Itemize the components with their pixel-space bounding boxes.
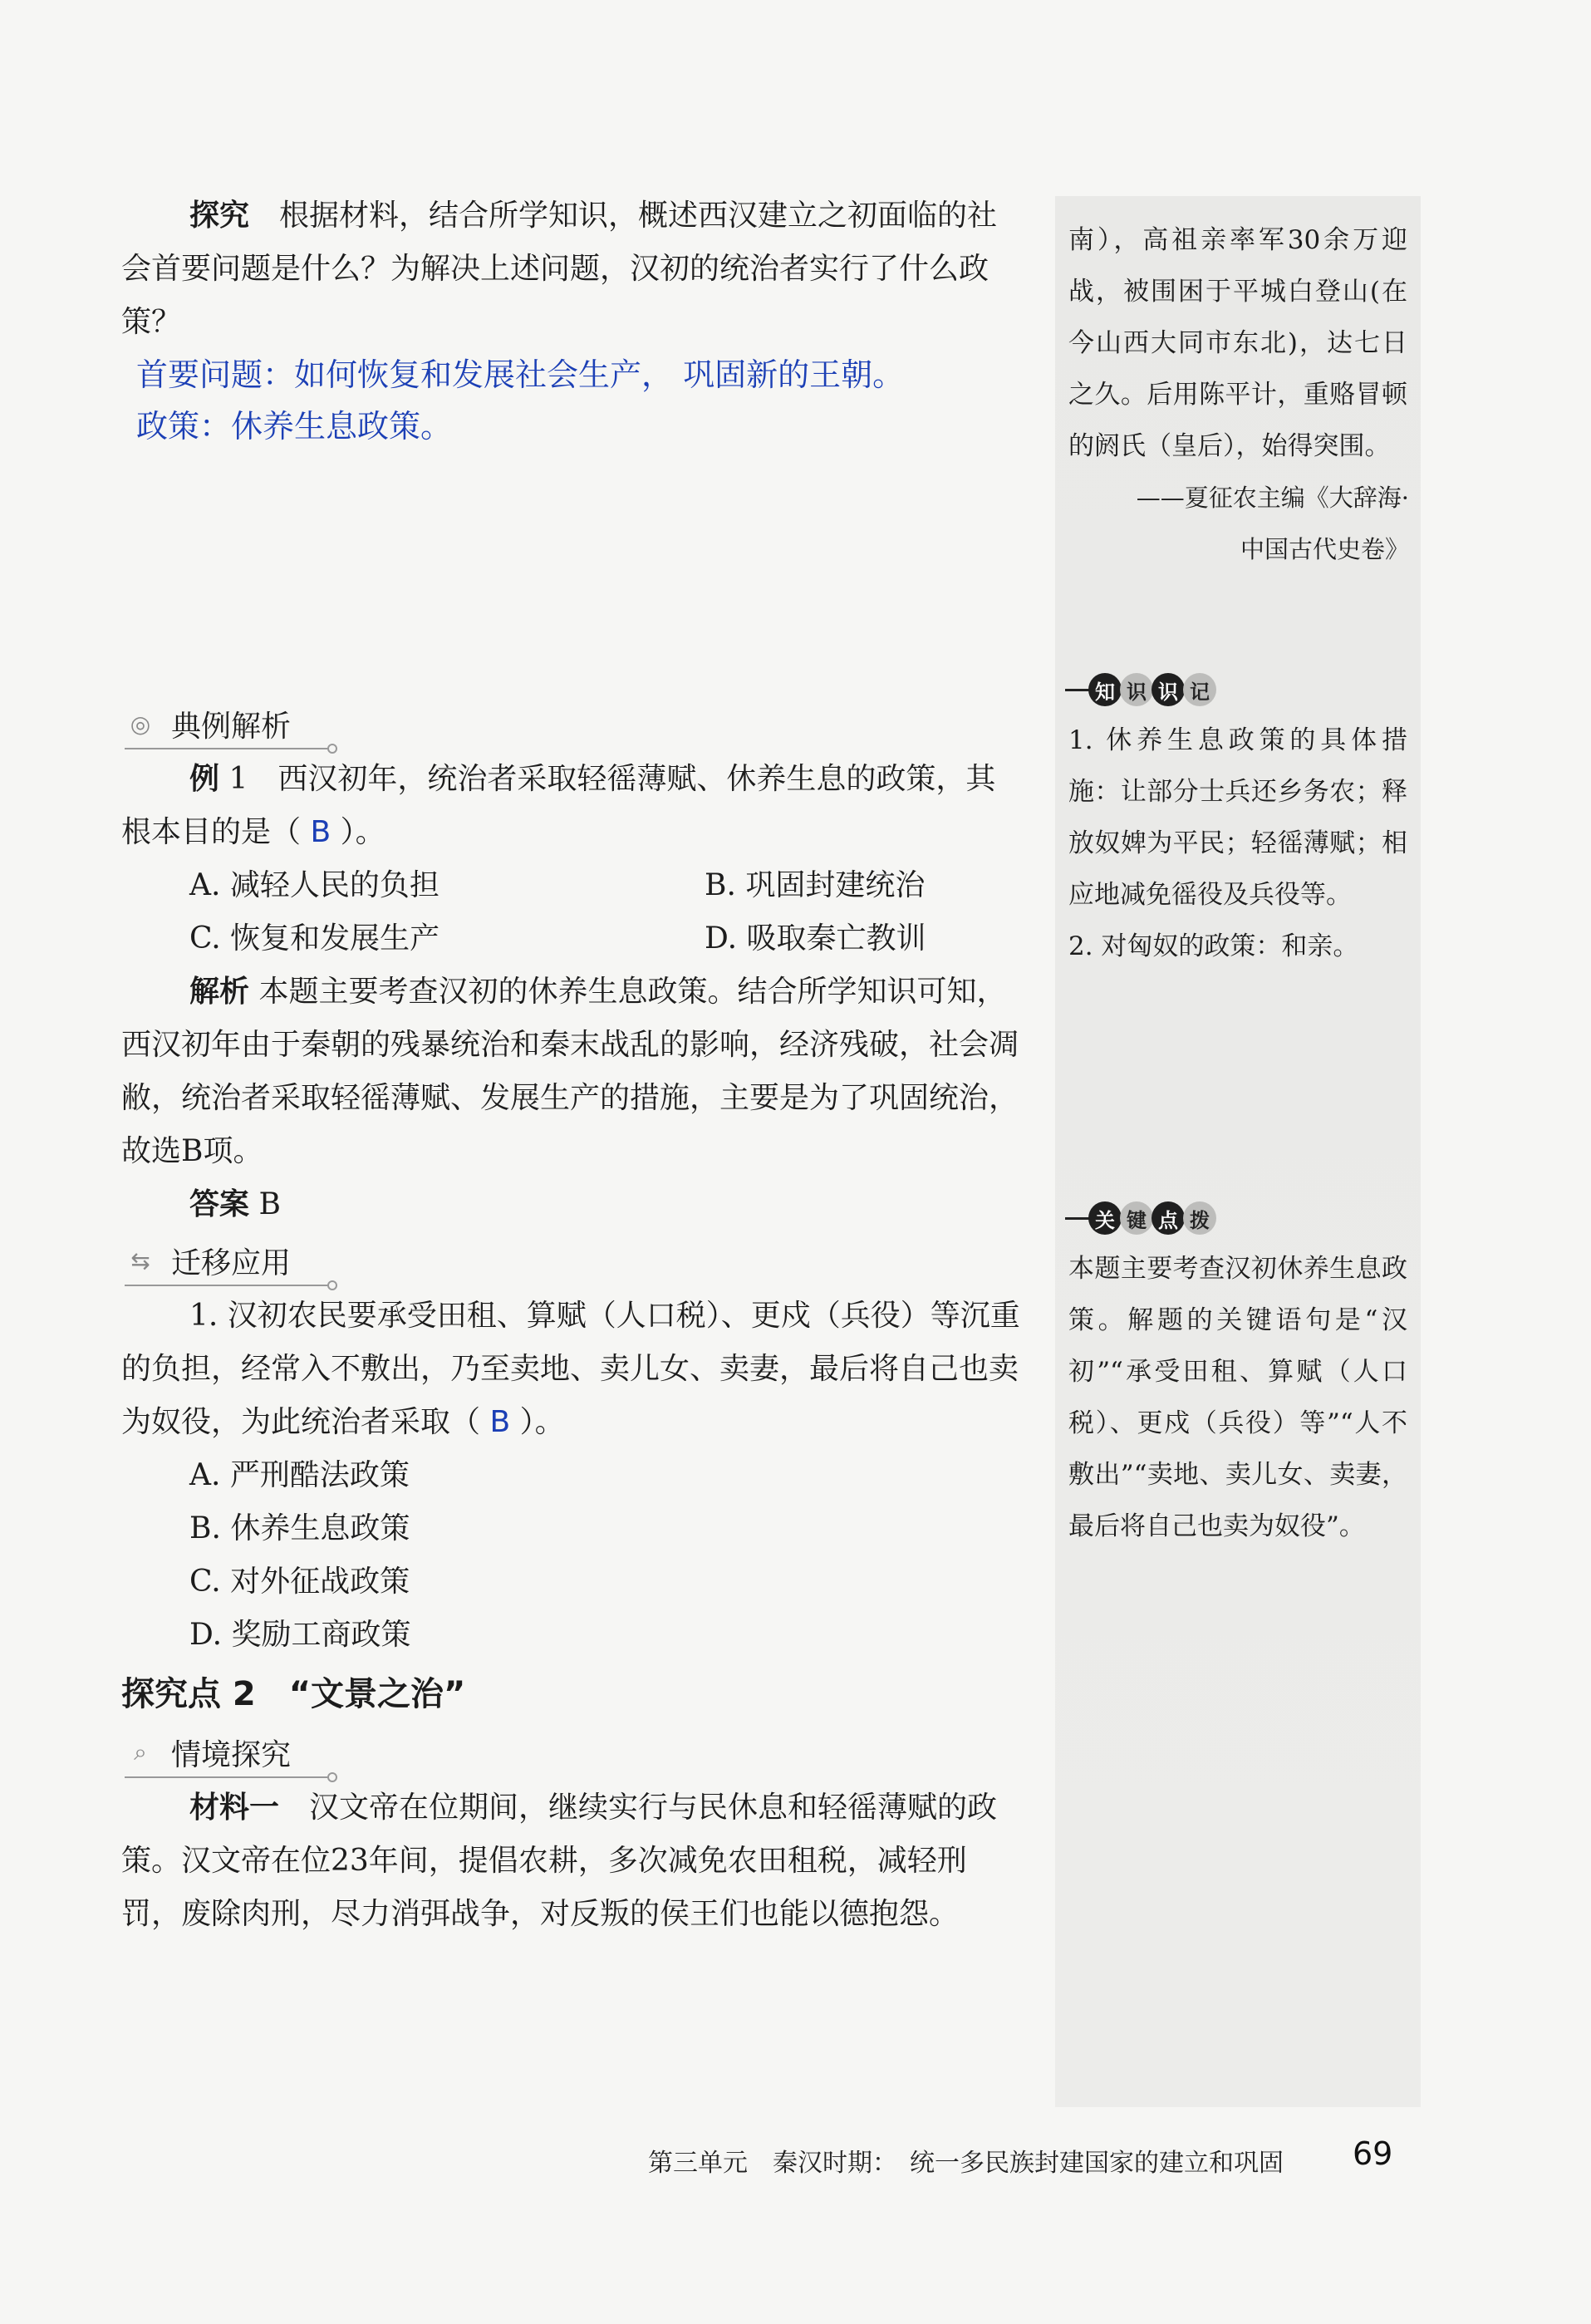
- sidebar: [1055, 196, 1421, 2107]
- handwritten-answer-2: 政策：休养生息政策。: [136, 408, 453, 445]
- footer-unit-title: 第三单元 秦汉时期： 统一多民族封建国家的建立和巩固: [648, 2149, 1284, 2178]
- example-analysis: [121, 965, 1023, 1178]
- key-tip-tag: [1065, 1193, 1421, 1243]
- material-1: [121, 1781, 1023, 1941]
- example-options: [121, 859, 1023, 965]
- knowledge-tag-char-3: 识: [1152, 673, 1185, 706]
- transfer-stem-a: 1. 汉初农民要承受田租、算赋（人口税）、更戍（兵役）等沉重的负担，经常入不敷出，乃至卖地、卖儿女、卖妻，最后将自己也卖为奴役，为此统治者采取（: [121, 1299, 1020, 1439]
- knowledge-tag-char-2: 识: [1120, 673, 1153, 706]
- knowledge-point-1: 1. 休养生息政策的具体措施：让部分士兵还乡务农；释放奴婢为平民；轻徭薄赋；相应地减免徭役及兵役等。: [1068, 725, 1407, 910]
- analysis-text: 本题主要考查汉初的休养生息政策。结合所学知识可知，西汉初年由于秦朝的残暴统治和秦末战乱的影响，经济残破，社会凋敝，统治者采取轻徭薄赋、发展生产的措施，主要是为了巩固统治，故选B项。: [121, 975, 1019, 1168]
- transfer-stem: [121, 1290, 1023, 1449]
- page-number: 69: [1353, 2135, 1393, 2172]
- explore-question: [121, 189, 1023, 349]
- target-icon: ◎: [130, 710, 151, 738]
- key-tag-char-1: 关: [1088, 1201, 1122, 1235]
- transfer-option-d: D. 奖励工商政策: [189, 1618, 411, 1652]
- handwritten-answer-1: 首要问题：如何恢复和发展社会生产， 巩固新的王朝。: [136, 356, 905, 393]
- topic-2-title: 探究点 2 “文景之治”: [121, 1675, 466, 1713]
- example-answer: [121, 1178, 1023, 1231]
- material-1-label: 材料一: [189, 1791, 280, 1825]
- key-tip-text: 本题主要考查汉初休养生息政策。解题的关键语句是“汉初”“承受田租、算赋（人口税）、更戍（兵役）等”“人不敷出”“卖地、卖儿女、卖妻，最后将自己也卖为奴役”。: [1068, 1254, 1407, 1541]
- example-option-a: A. 减轻人民的负担: [189, 868, 439, 902]
- swap-arrows-icon: ⇆: [130, 1246, 150, 1275]
- example-stem-b: ）。: [340, 815, 385, 849]
- knowledge-tag-char-1: 知: [1088, 673, 1122, 706]
- example-option-c: C. 恢复和发展生产: [189, 921, 440, 956]
- situation-heading-text: 情境探究: [171, 1737, 292, 1772]
- key-tag-char-4: 拨: [1183, 1201, 1216, 1235]
- example-option-b: B. 巩固封建统治: [705, 868, 926, 902]
- knowledge-tag-char-4: 记: [1183, 673, 1216, 706]
- example-heading: [121, 695, 1023, 753]
- example-heading-text: 典例解析: [171, 709, 292, 744]
- transfer-stem-b: ）。: [519, 1405, 565, 1439]
- transfer-heading: [121, 1231, 1023, 1290]
- answer-label: 答案: [189, 1187, 250, 1221]
- key-tag-char-2: 键: [1120, 1201, 1153, 1235]
- transfer-handwritten-answer: B: [489, 1405, 511, 1439]
- example-stem: [121, 753, 1023, 859]
- material-1-text: 汉文帝在位期间，继续实行与民休息和轻徭薄赋的政策。汉文帝在位23年间，提倡农耕，多次减免农田租税，减轻刑罚，废除肉刑，尽力消弭战争，对反叛的侯王们也能以德抱怨。: [121, 1791, 998, 1931]
- transfer-option-c: C. 对外征战政策: [189, 1565, 410, 1599]
- transfer-option-a: A. 严刑酷法政策: [189, 1458, 410, 1492]
- example-handwritten-answer: B: [310, 815, 331, 849]
- transfer-option-b: B. 休养生息政策: [189, 1511, 410, 1545]
- example-stem-a: 西汉初年，统治者采取轻徭薄赋、休养生息的政策，其根本目的是（: [121, 762, 996, 849]
- magnifier-icon: ⌕: [134, 1738, 147, 1766]
- knowledge-tag: [1065, 665, 1421, 715]
- transfer-heading-text: 迁移应用: [171, 1246, 292, 1280]
- knowledge-point-2: 2. 对匈奴的政策：和亲。: [1068, 931, 1359, 961]
- main-column: [121, 189, 1023, 1941]
- example-label: 例: [189, 762, 220, 796]
- analysis-label: 解析: [189, 975, 250, 1009]
- example-number: 1: [228, 762, 248, 796]
- answer-text: B: [258, 1187, 281, 1221]
- explore-question-text: 根据材料，结合所学知识，概述西汉建立之初面临的社会首要问题是什么？为解决上述问题，汉初的统治者实行了什么政策？: [121, 199, 998, 339]
- situation-heading: [121, 1723, 1023, 1781]
- sidebar-paragraph: 南），高祖亲率军30余万迎战，被围困于平城白登山(在今山西大同市东北)，达七日之久。后用陈平计，重赂冒顿的阏氏（皇后），始得突围。: [1068, 225, 1407, 461]
- key-tag-char-3: 点: [1152, 1201, 1185, 1235]
- example-option-d: D. 吸取秦亡教训: [705, 921, 926, 956]
- sidebar-source-1: ——夏征农主编《大辞海·: [1136, 484, 1409, 512]
- explore-label: 探究: [189, 199, 250, 233]
- sidebar-source-2: 中国古代史卷》: [1240, 535, 1409, 563]
